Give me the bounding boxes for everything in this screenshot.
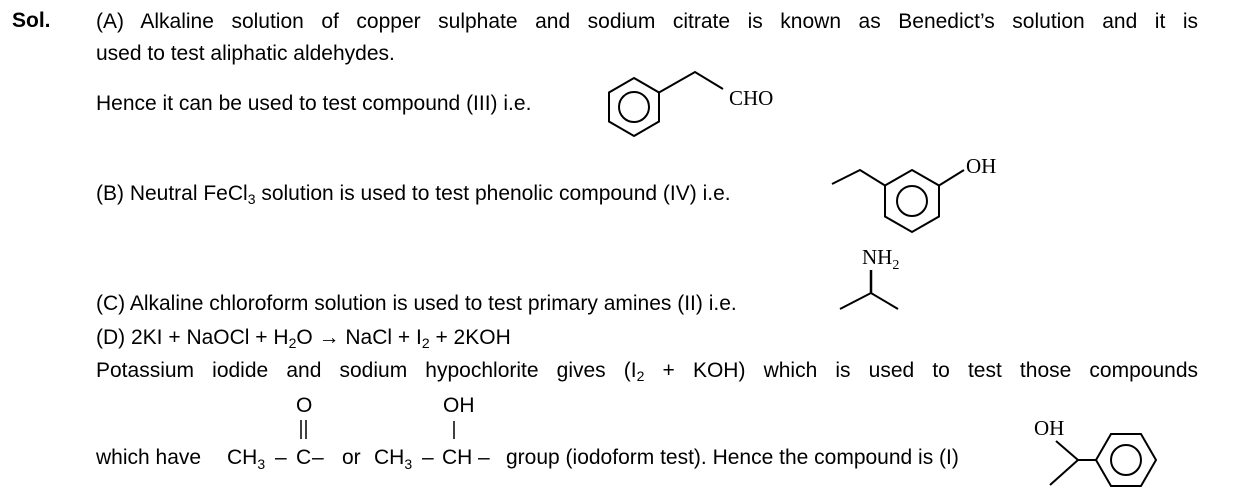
svg-text:–: –: [312, 446, 324, 469]
part-b-text: (B) Neutral FeCl$_3$ solution is used to test phenolic compound (IV) i.e.: [96, 182, 731, 207]
which-have-text: which have: [96, 446, 202, 469]
ch3-label-2: $CH_3$: [374, 446, 413, 472]
svg-text:–: –: [478, 446, 490, 469]
part-d-tail: group (iodoform test). Hence the compound is (I): [506, 446, 959, 469]
part-d-line2: Potassium iodide and sodium hypochlorite gives $(I_2 + KOH)$ which is used to test those compounds: [96, 359, 1198, 384]
ch3-label: $CH_3$: [227, 446, 266, 472]
part-a-line1: (A) Alkaline solution of copper sulphate and sodium citrate is known as Benedict’s solution and it is: [96, 10, 1198, 33]
svg-text:–: –: [275, 446, 287, 469]
carbonyl-o-label: O: [296, 394, 313, 417]
or-text: or: [342, 446, 361, 469]
phenylacetaldehyde-structure: [596, 66, 796, 146]
phenol-oh-label: OH: [966, 154, 997, 178]
meta-cresol-structure: [826, 150, 1026, 235]
part-a-hence: Hence it can be used to test compound (III) i.e.: [96, 92, 532, 115]
svg-text:–: –: [422, 446, 434, 469]
part-a-line2: used to test aliphatic aldehydes.: [96, 42, 395, 65]
1-phenylethanol-structure: [1034, 410, 1174, 495]
part-d-equation: (D) 2KI + NaOCl + $H_2O$ → NaCl + $I_2 + 2KOH$: [96, 326, 511, 351]
isopropylamine-structure: [835, 238, 925, 318]
carbinol-ch-label: CH: [442, 446, 473, 469]
alcohol-oh-label: OH: [1034, 416, 1065, 440]
cho-label: CHO: [729, 86, 774, 110]
part-c-text: (C) Alkaline chloroform solution is used to test primary amines (II) i.e.: [96, 292, 737, 315]
carbonyl-c-label: C: [296, 446, 312, 469]
carbinol-oh-label: OH: [443, 394, 475, 417]
solution-label: Sol.: [12, 9, 51, 32]
nh2-label: $NH_2$: [862, 245, 900, 273]
iodoform-groups-line: [96, 390, 1046, 480]
